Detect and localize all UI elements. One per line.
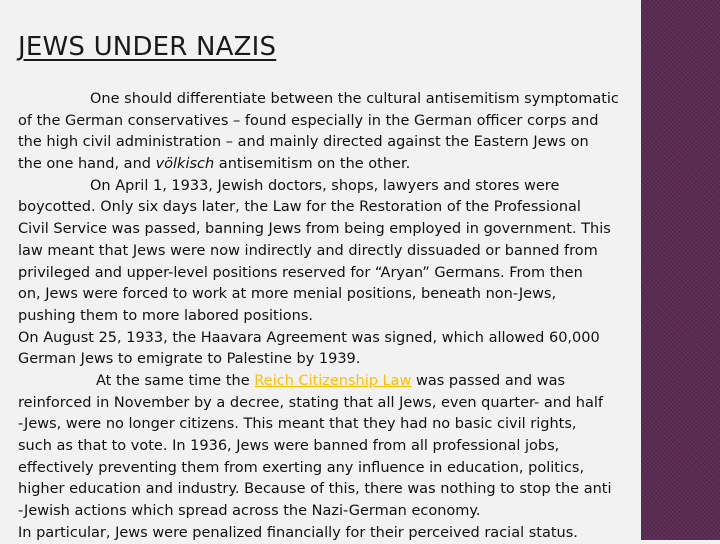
body-line: law meant that Jews were now indirectly and directly dissuaded or banned from [18, 242, 598, 259]
body-line: privileged and upper-level positions reserved for “Aryan” Germans. From then [18, 264, 583, 281]
text-segment: was passed and was [411, 372, 566, 389]
body-line: the high civil administration – and mainly directed against the Eastern Jews on [18, 134, 589, 151]
body-line: higher education and industry. Because of this, there was nothing to stop the anti [18, 481, 612, 498]
body-line: boycotted. Only six days later, the Law for the Restoration of the Professional [18, 199, 581, 216]
body-line: One should differentiate between the cultural antisemitism symptomatic [90, 91, 619, 107]
body-line [18, 371, 698, 393]
reich-citizenship-law-link[interactable]: Reich Citizenship Law [254, 372, 412, 389]
body-line: Civil Service was passed, banning Jews from being employed in government. This [18, 221, 611, 238]
body-line: -Jews, were no longer citizens. This meant that they had no basic civil rights, [18, 416, 577, 433]
body-line: on, Jews were forced to work at more menial positions, beneath non-Jews, [18, 286, 557, 303]
body-line: -Jewish actions which spread across the Nazi-German economy. [18, 503, 481, 520]
body-line: On April 1, 1933, Jewish doctors, shops, lawyers and stores were [90, 177, 560, 194]
body-line: of the German conservatives – found especially in the German officer corps and [18, 112, 599, 129]
body-line: German Jews to emigrate to Palestine by 1939. [18, 351, 361, 368]
slide-title: JEWS UNDER NAZIS [18, 32, 277, 62]
slide-body-text [18, 89, 698, 544]
body-line [18, 154, 698, 176]
text-segment: antisemitism on the other. [214, 156, 411, 173]
body-line: In particular, Jews were penalized financially for their perceived racial status. [18, 524, 578, 541]
body-line: reinforced in November by a decree, stating that all Jews, even quarter- and half [18, 394, 603, 411]
italic-term: völkisch [155, 156, 215, 173]
text-segment: At the same time the [96, 372, 255, 389]
body-line: On August 25, 1933, the Haavara Agreement was signed, which allowed 60,000 [18, 329, 600, 346]
text-segment: the one hand, and [18, 156, 156, 173]
body-line: effectively preventing them from exerting any influence in education, politics, [18, 459, 585, 476]
body-line: such as that to vote. In 1936, Jews were banned from all professional jobs, [18, 438, 560, 454]
body-line: pushing them to more labored positions. [18, 307, 313, 324]
